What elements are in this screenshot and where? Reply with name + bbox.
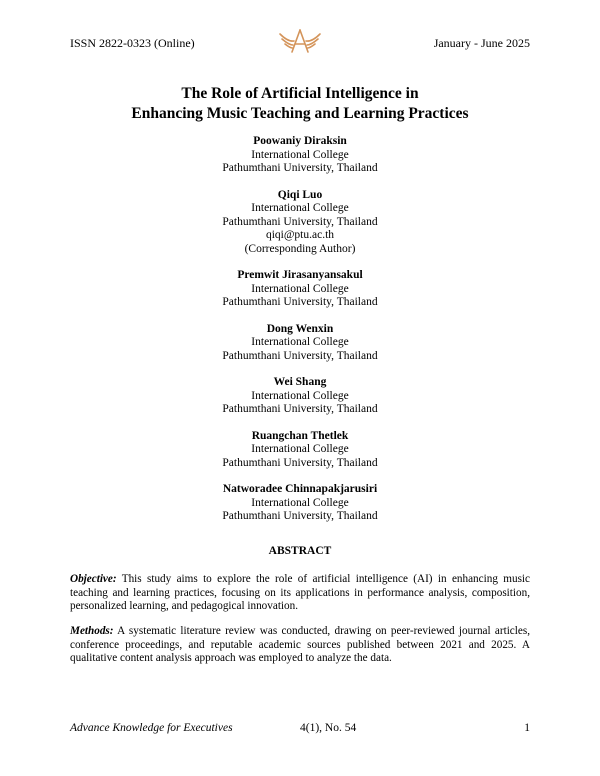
objective-text: This study aims to explore the role of artificial intelligence (AI) in enhancing music teaching and learning practices, focusing on its applications in performance analysis, composition, personalized learning, and pedagogical innovation. (70, 573, 530, 612)
abstract-objective (70, 573, 530, 614)
abstract-heading: ABSTRACT (268, 545, 332, 557)
author-list (60, 135, 540, 537)
author-name: Premwit Jirasanyansakul (237, 269, 363, 281)
author-affiliation: International College (251, 443, 349, 455)
author-affiliation: Pathumthani University, Thailand (222, 162, 378, 174)
journal-name: Advance Knowledge for Executives (70, 722, 233, 734)
issn-label: ISSN 2822-0323 (Online) (70, 36, 195, 50)
methods-label: Methods: (70, 625, 114, 637)
abstract-methods (70, 625, 530, 666)
author-block (60, 135, 540, 176)
page-number: 1 (524, 722, 530, 734)
author-block (60, 189, 540, 257)
corresponding-note: (Corresponding Author) (244, 242, 356, 255)
author-name: Qiqi Luo (277, 188, 323, 201)
paper-title (60, 84, 540, 124)
author-block (60, 323, 540, 364)
objective-label: Objective: (70, 573, 117, 585)
author-name: Dong Wenxin (266, 322, 334, 335)
author-name: Ruangchan Thetlek (251, 429, 349, 442)
author-name: Poowaniy Diraksin (253, 135, 347, 147)
winged-a-logo-icon (277, 26, 323, 56)
author-affiliation: International College (251, 282, 349, 295)
author-affiliation: Pathumthani University, Thailand (222, 215, 378, 228)
volume-number: 4(1), No. 54 (300, 722, 357, 734)
author-affiliation: Pathumthani University, Thailand (222, 296, 378, 308)
author-block (60, 376, 540, 417)
title-line: Enhancing Music Teaching and Learning Practices (131, 105, 469, 122)
author-affiliation: International College (251, 496, 349, 509)
author-email: qiqi@ptu.ac.th (265, 229, 335, 241)
author-block (60, 430, 540, 471)
author-name: Natworadee Chinnapakjarusiri (222, 483, 378, 495)
author-name: Wei Shang (273, 376, 327, 388)
issue-period: January - June 2025 (433, 36, 530, 50)
author-affiliation: Pathumthani University, Thailand (222, 349, 378, 362)
author-affiliation: International College (251, 336, 349, 348)
author-affiliation: Pathumthani University, Thailand (222, 403, 378, 415)
author-affiliation: International College (251, 389, 349, 402)
author-affiliation: Pathumthani University, Thailand (222, 456, 378, 469)
author-block (60, 483, 540, 524)
author-affiliation: International College (251, 148, 349, 161)
author-affiliation: Pathumthani University, Thailand (222, 510, 378, 522)
methods-text: A systematic literature review was conducted, drawing on peer-reviewed journal articles, conference proceedings, and reputable academic sources published between 2021 and 2025. A qualitative content analysis approach was employed to analyze the data. (70, 625, 530, 664)
title-line: The Role of Artificial Intelligence in (181, 85, 419, 102)
author-affiliation: International College (251, 202, 349, 214)
author-block (60, 269, 540, 310)
